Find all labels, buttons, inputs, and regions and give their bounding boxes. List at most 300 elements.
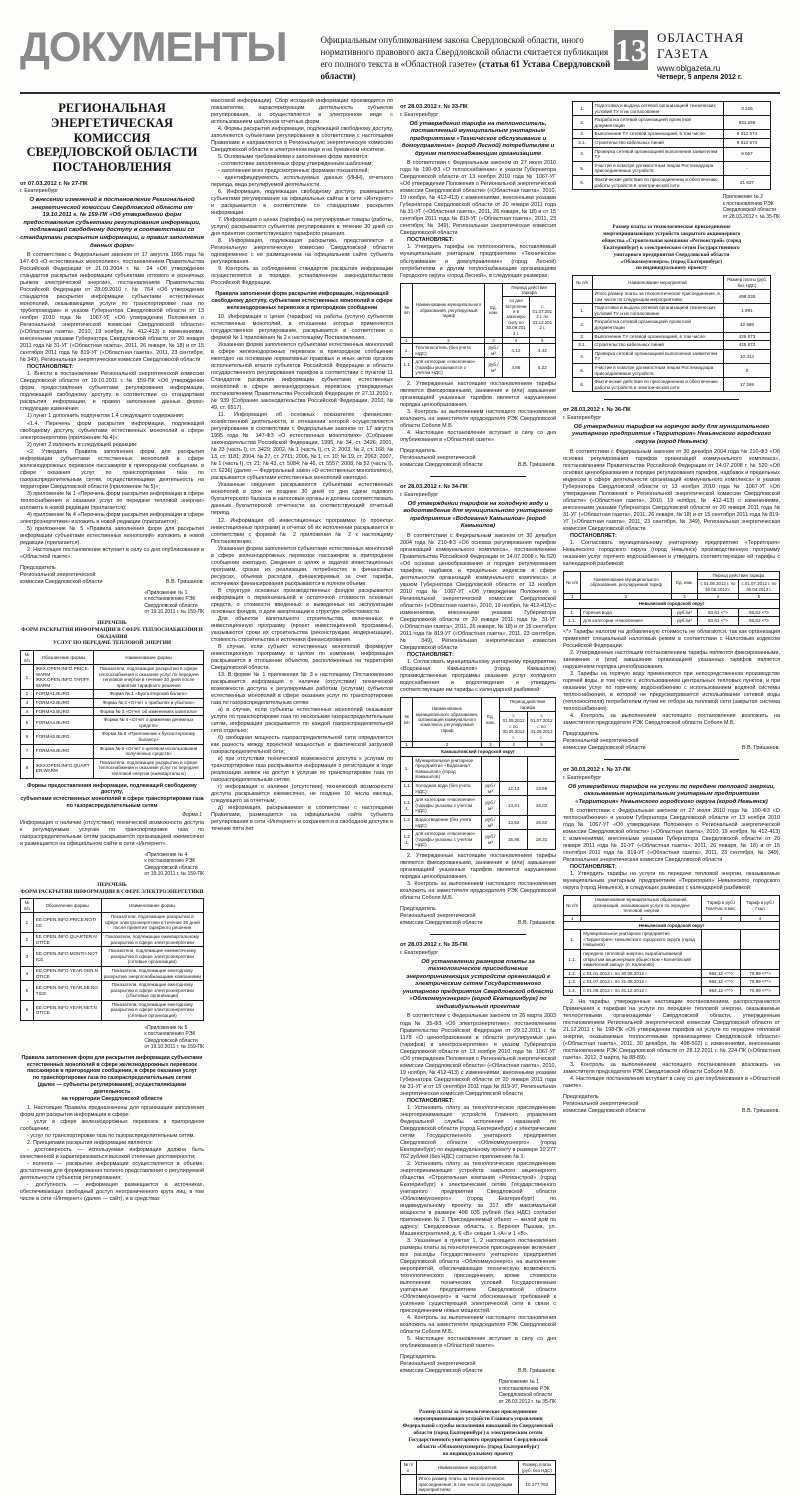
table-cell: 3.1. <box>572 341 592 350</box>
table-cell: 1. <box>401 756 413 781</box>
decree-keyword: ПОСТАНОВЛЯЕТ: <box>407 1097 454 1104</box>
annex-reference <box>144 852 204 878</box>
annex-line: к постановлению РЭК <box>722 200 774 207</box>
table-number-cell: 4 <box>503 337 529 343</box>
table-cell: с 01.09.2012 г. по 31.12.2012 г. <box>581 987 702 996</box>
table-cell: 964,12 <**> <box>702 987 741 996</box>
table-number-cell: 2 <box>581 593 672 599</box>
section-divider <box>604 759 739 760</box>
table-cell: 1 <box>21 665 34 690</box>
heading-line: по транспортировке газа по газораспределительным сетям <box>32 1075 192 1082</box>
heading-line: по газораспределительным сетям <box>66 803 158 810</box>
table-body <box>572 102 771 190</box>
data-table <box>400 697 556 850</box>
body-paragraph: - заполнение всех предусмотренных формами показателей; <box>218 168 369 175</box>
heading-line: УСЛУГ ПО ПЕРЕДАЧЕ ТЕПЛОВОЙ ЭНЕРГИИ <box>53 640 171 647</box>
table-cell: Муниципальное унитарное предприятие «Водоканал Камышлов» (город Камышлов) <box>413 756 481 781</box>
table-group-header: Период действия тарифа <box>503 283 556 297</box>
table-cell: 425 873 <box>723 332 771 341</box>
table-cell: Показатели, подлежащие ежегодному раскрытию в сфере электроэнергетики (сетевые организации) <box>101 1000 204 1020</box>
data-table <box>572 101 772 190</box>
table-head <box>572 276 771 290</box>
table-cell: 68,62 <*> <box>738 617 779 626</box>
table-cell: 425 873 <box>723 341 771 350</box>
table-cell: 6. <box>572 175 592 189</box>
table-cell: Форма № 6 «Отчет о целевом использовании полученных средств» <box>94 744 204 758</box>
body-paragraph: б) свободная мощность газораспределительной сети определяется как разность между проектной мощностью и фактической загрузкой газораспределительной сети; <box>211 734 393 756</box>
table-row <box>564 978 780 987</box>
table-header-row <box>572 276 771 290</box>
resolution-number: от 28.03.2012 г. № 35-ПК <box>400 942 468 949</box>
table-cell: FORMA5.BURG <box>33 730 93 744</box>
signature-line: Председатель <box>400 906 436 913</box>
table-cell: 498 035 <box>723 290 771 304</box>
body-paragraph: в) при отсутствии технической возможности доступа к услугам по транспортировке газа раскрывается информация о регистрации и ходе реализации заявок на доступ к услугам по транспортировке газа по газораспределительным сетям; <box>211 756 393 784</box>
table-cell: 1. <box>572 102 592 116</box>
resolution-number: от 28.03.2012 г. № 36-ПК <box>563 407 631 414</box>
table-header-cell: № п/п <box>564 896 581 915</box>
signature-line: Региональной энергетической <box>400 455 476 462</box>
table-cell: EE.OPEN.INFO.YEAR.NET.NOTICE <box>33 1000 101 1020</box>
table-number-cell: 1 <box>564 915 581 921</box>
body-paragraph: 4. Контроль за выполнением настоящего постановления возложить на заместителя председателя РЭК Свердловской области Соболя М.Б. <box>563 712 780 726</box>
table-row <box>21 744 204 758</box>
annex-line: от 19.10.2011 г. № 159-ПК <box>144 609 204 616</box>
heading-line: унитарного предприятия Свердловской области <box>613 251 730 258</box>
table-cell: EE.OPEN.INFO.YEAR.SB.NOTICE <box>33 981 101 1001</box>
decree-keyword: ПОСТАНОВЛЯЕТ: <box>27 364 74 371</box>
signature-name: В.В. Гришанов. <box>166 578 204 585</box>
table-number-cell: 2 <box>581 915 702 921</box>
signature-block <box>400 448 556 469</box>
annex-reference <box>723 194 780 220</box>
signature-position <box>563 1094 646 1115</box>
table-number-cell: 3 <box>672 593 698 599</box>
table-cell: 4. <box>572 147 592 161</box>
table-row <box>21 981 204 1001</box>
table-row <box>401 796 556 816</box>
resolution-number: от 30.03.2012 г. № 37-ПК <box>563 767 631 774</box>
official-publication-notice <box>321 34 614 83</box>
table-row <box>572 318 771 332</box>
body-paragraph: д) информация, раскрываемая в соответствии с настоящими Правилами, размещается на официальном сайте субъекта регулирования в сети «Интернет» и сохраняется в свободном доступе в течение пяти лет. <box>211 805 393 833</box>
table-row <box>564 600 780 609</box>
body-paragraph: 12. Информация об инвестиционных программах (о проектах инвестиционных программ) и отчетах об их исполнении раскрывается в соответствии с формой № 2 приложения № 2 к настоящему Постановлению. <box>211 517 393 545</box>
table-cell: 1.1. <box>401 358 413 378</box>
signature-line: комиссии Свердловской области <box>563 1107 646 1114</box>
table-cell: Итого размер платы за технологическое присоединение, в том числе по следующим мероприятиям: <box>416 1475 518 1495</box>
table-cell: 1.1.1. <box>401 796 413 816</box>
table-body <box>401 344 556 378</box>
signature-position <box>563 731 646 752</box>
decree-keyword: ПОСТАНОВЛЯЕТ: <box>570 532 617 539</box>
col-1 <box>20 98 204 1202</box>
table-body <box>564 600 780 626</box>
table-header-cell: с 01.05.2012 г. по 30.06.2012 г. <box>697 580 738 594</box>
signature-block <box>563 1094 780 1115</box>
table-cell: 1.1. <box>564 950 581 970</box>
table-header-cell: № п/п <box>21 899 34 913</box>
table-row <box>564 617 780 626</box>
table-cell: 1.3. <box>564 978 581 987</box>
table-cell: 3. <box>572 332 592 341</box>
table-body <box>401 1475 556 1495</box>
headline-line: РЕГИОНАЛЬНАЯ <box>58 101 166 115</box>
table-cell: EE.OPEN.INFO.YEAR.GEN.NOTICE <box>33 966 101 980</box>
resolution-title: Об утверждении тарифа на теплоноситель, поставляемый муниципальным унитарным предприятием «Техническое обслуживание и домоуправление» (город Лесной) потребителям и другим теплоснабжающим организациям <box>401 120 555 157</box>
annex-line: к постановлению РЭК <box>144 1031 196 1038</box>
table-cell: 13,59 <box>528 782 556 796</box>
body-paragraph: 5. Основными требованиями к заполнению форм являются: <box>218 154 369 161</box>
table-cell: 4 <box>21 966 34 980</box>
table-cell: 12,13 <box>500 782 528 796</box>
signature-name: В.В. Гришанов. <box>742 1107 780 1114</box>
table-cell: 70,89 <**> <box>741 978 780 987</box>
body-paragraph: 2. Принципами раскрытия информации являются: <box>27 1139 153 1146</box>
table-row <box>564 987 780 996</box>
section-heading <box>211 291 393 312</box>
table-cell: FORMA3.BURG <box>33 707 93 716</box>
data-table <box>20 650 204 778</box>
table-header-cell: Ед. изм. <box>484 283 503 337</box>
heading-line: энергопринимающих устройств закрытого акционерного <box>602 231 741 237</box>
table-header-cell: Наименование формы <box>101 899 204 913</box>
table-header-cell: № п/п <box>401 1461 417 1475</box>
body-paragraph: Указанные сведения раскрываются субъектами естественных монополий в срок не позднее 30 дней со дня сдачи годового бухгалтерского баланса в налоговые органы и должны соответствовать данным бухгалтерской отчетности за соответствующий отчетный период. <box>211 482 393 517</box>
signature-name: В.В. Гришанов. <box>518 1368 556 1375</box>
table-row <box>21 758 204 778</box>
annex-line: к постановлению РЭК <box>144 858 196 865</box>
table-cell: 63,61 <*> <box>697 608 738 617</box>
signature-line: комиссии Свердловской области <box>400 920 483 927</box>
signature-block <box>400 1354 556 1375</box>
table-row <box>572 332 771 341</box>
annex-line: к постановлению РЭК <box>498 1385 550 1392</box>
table-cell: Форма № 3 «Отчет об изменениях капитала» <box>94 707 204 716</box>
table-cell: Показатели, подлежащие раскрытию в сфере электроэнергетики в течение 30 дней после принятия тарифного решения <box>101 913 204 933</box>
table-cell <box>500 756 528 781</box>
body-paragraph: 5. Настоящее постановление вступает в силу со дня опубликования в «Областной газете». <box>400 1336 556 1350</box>
heading-line: ПЕРЕЧЕНЬ <box>97 881 127 888</box>
table-cell: 68,62 <*> <box>738 608 779 617</box>
table-row <box>572 378 771 392</box>
signature-position <box>400 448 483 469</box>
body-paragraph: «2. Утвердить Правила заполнения форм для раскрытия информации субъектами естественных монополий в сфере железнодорожных перевозок пассажиров в пригородном сообщении, в сфере оказания услуг по транспортировке газа по газораспределительным сетям, осуществляющими деятельность на территории Свердловской области (приложение № 5)»; <box>20 448 204 490</box>
table-header-row <box>21 651 204 665</box>
signature-position <box>400 1354 483 1375</box>
body-paragraph: Указанная форма заполняется субъектами естественных монополий в сфере железнодорожных перевозок пассажиров в пригородном сообщении ежегодно. Сведения о целях и задачах инвестиционных программ, сроках их реализации, потребностях в финансовых ресурсах, объемах расходов, финансируемых за счет тарифа, источниках финансирования раскрываются в полном объеме. <box>211 545 393 587</box>
table-header-cell: Тариф в руб./Гкал <box>741 896 780 915</box>
table-cell: Теплоноситель (без учета НДС) <box>413 344 484 358</box>
resolution-title: Об утверждении тарифов на услуги по передаче тепловой энергии, оказываемые муниципальным унитарным предприятием «Территория» Невьянского городского округа (город Невьянск) <box>567 783 776 805</box>
table-number-cell: 4 <box>500 741 528 747</box>
table-number-cell: 2 <box>413 337 484 343</box>
table-header-cell: Размер платы (руб. без НДС) <box>518 1461 555 1475</box>
body-paragraph: 9. Контроль за соблюдением стандартов раскрытия информации осуществляется в порядке, установленном законодательством Российской Федерации. <box>211 266 393 287</box>
table-cell: 3 226 <box>723 102 771 116</box>
notice-line-1: Официальным опубликованием закона Свердловской области, иного нормативного <box>320 35 584 58</box>
table-header-row <box>401 1461 556 1475</box>
table-cell: Проверка сетевой организацией выполнения заявителем ТУ <box>592 147 723 161</box>
body-paragraph: - соответствие заполняемых форм утвержденным шаблонам; <box>218 161 373 168</box>
body-paragraph: а) в случае, если субъекты естественных монополий оказывают услуги по транспортировке газа по нескольким газораспределительным сетям, информация раскрывается по каждой газораспределительной сети отдельно; <box>211 706 393 734</box>
table-cell: строительство кабельных линий <box>592 138 723 147</box>
table-cell: Проверка сетевой организацией выполнения заявителем ТУ <box>592 349 723 363</box>
table-header-cell: Обозначение формы <box>33 651 93 665</box>
body-paragraph: 6. Информация, подлежащая свободному доступу, размещается субъектами регулирования на официальных сайтах в сети «Интернет» и раскрывается в соответствии со стандартами раскрытия информации. <box>211 189 393 217</box>
table-row <box>21 716 204 730</box>
table-cell: Муниципальное унитарное предприятие «Территория» Невьянского городского округа (город Невьянск) <box>581 930 702 950</box>
body-paragraph: 4. Контроль за выполнением настоящего постановления возложить на заместителя председателя РЭК Свердловской области Соболя М.Б. <box>400 1315 556 1336</box>
table-cell: 2 <box>21 932 34 946</box>
table-cell <box>702 950 741 970</box>
body-paragraph: Информация о наличии (отсутствии) технической возможности доступа к регулируемым услугам по транспортировке газа по газораспределительным сетям раскрывается организацией ежемесячно и размещается на официальном сайте в сети «Интернет». <box>20 819 204 847</box>
table-cell: 70,89 <**> <box>741 987 780 996</box>
table-cell: Показатели, подлежащие ежеквартальному раскрытию в сфере электроэнергетики <box>101 932 204 946</box>
signature-line: Председатель <box>400 1354 436 1361</box>
section-heading <box>20 783 204 811</box>
table-head <box>401 283 556 344</box>
body-paragraph: 10. Информация о ценах (тарифах) на работы (услуги) субъектов естественных монополий, в отношении которых применяется государственное регулирование, раскрывается в соответствии с формой № 1 приложения № 2 к настоящему Постановлению. <box>211 314 393 342</box>
table-number-cell: 5 <box>738 593 779 599</box>
table-row <box>401 344 556 358</box>
data-table <box>572 275 772 392</box>
body-paragraph: - услуг в сфере железнодорожных перевозок в пригородном сообщении; <box>20 1118 204 1132</box>
table-header-cell: Ед. изм. <box>672 571 698 593</box>
section-heading <box>563 224 780 272</box>
body-paragraph: 3. Тарифы на горячую воду применяются при непосредственном производстве горячей воды, в том числе с использованием центральных тепловых пунктов, и при оказании услуг по горячему водоснабжению с использованием водяной системы теплоснабжения, в которой не предусматривается использование сетевой воды (теплоносителя) потребителем путем ее отбора из тепловой сети (закрытая система теплоснабжения). <box>563 670 780 712</box>
body-paragraph: «1.4. Перечень форм раскрытия информации, подлежащей свободному доступу, субъектами естественных монополий в сфере электроэнергетики (приложение № 4)»; <box>20 420 204 441</box>
signature-name: В.В. Гришанов. <box>518 462 556 469</box>
table-cell: Участие в осмотре должностным лицом Ростехнадзора присоединяемых устройств <box>592 161 723 175</box>
table-cell: руб./м³ <box>481 796 500 816</box>
signature-line: комиссии Свердловской области <box>400 462 483 469</box>
heading-line: (далее — субъекты регулирования), осуществляющими деятельность <box>37 1082 187 1096</box>
table-cell: 5 <box>21 716 34 730</box>
body-paragraph: В соответствии с Федеральным законом от 17 августа 1995 года № 147-ФЗ «О естественных монополиях», постановлением Правительства Российской Федерации от 21.01.2004 г. № 24 «Об утверждении стандартов раскрытия информации субъектами оптового и розничных рынков электрической энергии», постановлением Правительства Российской Федерации от 28.09.2010 г. № 764 «Об утверждении стандартов раскрытия информации субъектами естественных монополий, оказывающими услуги по транспортировке газа по трубопроводам» и указом Губернатора Свердловской области от 13 ноября 2010 года № 1067-УГ «Об утверждении Положения о Региональной энергетической комиссии Свердловской области» («Областная газета», 2010, 19 ноября, № 412-413) с изменениями, внесенными указами Губернатора Свердловской области от 20 января 2011 года № 31-УГ («Областная газета», 2011, 26 января, № 18) и от 15 сентября 2011 года № 819-УГ («Областная газета», 2011, 23 сентября, № 349), Региональная энергетическая комиссия Свердловской области <box>20 252 204 364</box>
body-paragraph: В соответствии с Федеральным законом от 27 июля 2010 года № 190-ФЗ «О теплоснабжении» и указом Губернатора Свердловской области от 13 ноября 2010 года № 1067-УГ «Об утверждении Положения о Региональной энергетической комиссии Свердловской области» («Областная газета», 2010, 19 ноября, № 412-413) с изменениями, внесенными указами Губернатора Свердловской области от 20 января 2011 года № 31-УГ («Областная газета», 2011, 26 января, № 18) и от 15 сентября 2011 года № 819-УГ («Областная газета», 2011, 23 сентября, № 349), Региональная энергетическая комиссия Свердловской области <box>400 160 556 237</box>
section-divider <box>430 476 527 477</box>
table-body <box>21 913 204 1021</box>
table-row <box>572 161 771 175</box>
table-cell <box>741 930 780 950</box>
table-cell: руб./м³ <box>481 830 500 850</box>
signature-line: комиссии Свердловской области <box>20 578 103 585</box>
decree-keyword: ПОСТАНОВЛЯЕТ: <box>407 237 454 244</box>
table-header-cell: Наименование муниципального образования, регулируемый тариф <box>581 571 672 593</box>
table-cell: 931 258 <box>723 116 771 130</box>
table-row <box>564 950 780 970</box>
table-number-cell: 4 <box>741 915 780 921</box>
annex-line: от 28.03.2012 г. № 35-ПК <box>498 1398 556 1405</box>
signature-line: Региональной энергетической <box>563 738 639 745</box>
heading-line: Правила заполнения форм раскрытия информации, подлежащей <box>215 291 389 298</box>
heading-line: Правила заполнения форм для раскрытия информации субъектами <box>21 1054 203 1061</box>
body-paragraph: 1. Согласовать муниципальному унитарному предприятию «Водоканал Камышлов» (город Камышлов) производственные программы оказания услуг холодного водоснабжения и водоотведения и утвердить соответствующие им тарифы с календарной разбивкой: <box>400 659 556 694</box>
table-cell: 5. <box>572 161 592 175</box>
table-cell: 18,31 <box>528 830 556 850</box>
table-cell: ЖКХ.OPEN.INFO.QUARTER.WARM <box>33 758 93 778</box>
body-paragraph: 1. Утвердить тарифы на услуги по передаче тепловой энергии, оказываемые муниципальным унитарным предприятием «Территория» Невьянского городского округа (город Невьянск), в следующих размерах с календарной разбивкой: <box>563 871 780 892</box>
table-cell: 9 312 574 <box>723 138 771 147</box>
body-paragraph: В структуре основных производственных фондов раскрывается информация о первоначальной и остаточной стоимости основных средств, о стоимости введенных и выведенных из эксплуатации основных фондов, о доле амортизации в структуре себестоимости. <box>211 587 393 615</box>
heading-line: общества «Строительная компания «Регионстрой» (город <box>601 237 742 244</box>
table-cell: Разработка сетевой организацией проектной документации <box>592 116 723 130</box>
table-row <box>572 138 771 147</box>
table-cell: Показатели, подлежащие ежемесячному раскрытию в сфере электроэнергетики (сетевые организации) <box>101 947 204 967</box>
body-paragraph: 1. Настоящие Правила предназначены для организации заполнения форм для раскрытия информации в сфере: <box>20 1104 204 1118</box>
heading-line: ФОРМ РАСКРЫТИЯ ИНФОРМАЦИИ В СФЕРЕ ТЕПЛОСНАБЖЕНИЯ И ОКАЗАНИЯ <box>21 626 203 640</box>
signature-name: В.В. Гришанов. <box>518 920 556 927</box>
table-cell: Подготовка и выдача сетевой организацией технических условий ТУ и их согласование <box>592 102 723 116</box>
heading-line: Государственного унитарного предприятия Свердловской <box>408 1436 548 1443</box>
annex-line: от 28.03.2012 г. № 35-ПК <box>722 213 780 220</box>
table-cell: Показатели, подлежащие ежегодному раскрытию энергоснабжающими компаниями <box>101 966 204 980</box>
table-cell: 16,02 <box>528 796 556 816</box>
resolution-city: г. Екатеринбург <box>563 414 602 421</box>
table-cell <box>702 930 741 950</box>
table-cell: 2. <box>572 116 592 130</box>
table-cell: 1.1. <box>401 782 413 796</box>
data-table <box>563 571 780 626</box>
table-cell: Водоотведение (без учета НДС) <box>413 815 481 829</box>
body-paragraph: 1. Утвердить тарифы на теплоноситель, поставляемый муниципальным унитарным предприятием «Техническое обслуживание и домоуправление» (город Лесной) потребителям и другим теплоснабжающим организациям Городского округа «город Лесной», в следующих размерах: <box>400 244 556 279</box>
table-cell: Горячая вода <box>581 608 672 617</box>
heading-line: области (город Екатеринбург) к электрическим сетям <box>413 1429 543 1436</box>
signature-line: Региональной энергетической <box>20 571 96 578</box>
section-heading <box>400 1409 556 1457</box>
table-cell: руб./м³ <box>481 815 500 829</box>
table-header-cell: Обозначение формы <box>33 899 101 913</box>
table-row <box>564 921 780 930</box>
table-row <box>401 815 556 829</box>
table-cell: 4,42 <box>529 344 555 358</box>
table-row <box>401 1475 556 1495</box>
table-cell: 0 <box>723 363 771 377</box>
annex-line: Свердловской области <box>144 864 198 871</box>
table-cell: EE.OPEN.INFO.MONTH.NOTICE <box>33 947 101 967</box>
body-paragraph: 1. Внести в постановление Региональной энергетической комиссии Свердловской области от 19.10.2011 г. № 159-ПК «Об утверждении форм предоставления субъектами регулирования информации, подлежащей свободному доступу в соответствии со стандартами раскрытия информации, и правил заполнения данных форм» следующие изменения: <box>20 371 204 413</box>
body-paragraph: - полнота — раскрытие информации осуществляется в объеме, достаточном для формирования полного представления о регулируемой деятельности субъектов регулирования; <box>20 1160 204 1181</box>
gazette-block <box>657 30 780 81</box>
table-cell: 1.2. <box>564 969 581 978</box>
data-table <box>20 898 204 1020</box>
table-cell: 5,22 <box>529 358 555 378</box>
gazette-name: ОБЛАСТНАЯ ГАЗЕТА <box>657 30 745 61</box>
heading-line: субъектами естественных монополий в сфере транспортировки газа <box>20 796 204 803</box>
table-cell: Форма № 5 «Приложение к бухгалтерскому балансу» <box>94 730 204 744</box>
table-cell: 14,31 <box>500 796 528 816</box>
table-cell: 1 991 <box>723 304 771 318</box>
table-cell: 3 <box>21 699 34 708</box>
table-cell: Участие в осмотре должностным лицом Ростехнадзора присоединяемых устройств <box>592 363 723 377</box>
table-header-cell: № п/п <box>21 651 34 665</box>
table-cell: Показатели, подлежащие раскрытию в сфере теплоснабжения и оказания услуг по передаче тепловой энергии (ежеквартально) <box>94 758 204 778</box>
table-cell: 5. <box>572 363 592 377</box>
headline-line: ЭНЕРГЕТИЧЕСКАЯ КОМИССИЯ <box>50 115 174 145</box>
table-number-cell: 3 <box>484 337 503 343</box>
table-cell: EE.OPEN.INFO.QUARTER.NOTICE <box>33 932 101 946</box>
body-paragraph: 2) пункт 2 изложить в следующей редакции: <box>27 441 138 448</box>
table-cell: 1. <box>572 304 592 318</box>
body-paragraph: Указанная форма заполняется субъектами естественных монополий в сфере железнодорожных перевозок в пригородном сообщении ежегодно на основании нормативных правовых и иных актов органов исполнительной власти субъектов Российской Федерации в области государственного регулирования тарифов в соответствии с пунктом 11 Стандартов раскрытия информации субъектами естественных монополий в сфере железнодорожных перевозок, утвержденных постановлением Правительства Российской Федерации от 27.11.2010 г. № 939 (Собрание законодательства Российской Федерации, 2010, № 49, ст. 6517). <box>211 342 393 412</box>
table-cell <box>401 1475 417 1495</box>
table-row <box>21 699 204 708</box>
signature-block <box>20 565 204 586</box>
table-cell: 6 <box>21 730 34 744</box>
table-header-cell: № п/п <box>401 698 413 742</box>
table-cell: 1. <box>564 608 581 617</box>
table-cell: Итого размер платы за технологическое присоединение, в том числе по следующим мероприятиям: <box>592 290 723 304</box>
table-header-cell: со дня вступления в законную силу по 30.06.2012 г. <box>503 297 529 338</box>
table-header-cell: Размер платы (руб. без НДС) <box>723 276 771 290</box>
table-cell: руб./м³ <box>481 782 500 796</box>
body-paragraph: 3. Контроль за выполнением настоящего постановления возложить на заместителя председателя РЭК Свердловской области Соболя М.Б. <box>563 1061 780 1075</box>
heading-line: по индивидуальному проекту <box>442 1450 514 1457</box>
heading-line: Размер платы за технологическое присоединение <box>418 1409 538 1416</box>
table-cell: 1. <box>401 344 413 358</box>
table-head <box>564 571 780 599</box>
signature-line: Председатель <box>400 448 436 455</box>
table-cell: EE.OPEN.INFO.PRICE.NOTICE <box>33 913 101 933</box>
table-cell: руб./м³ <box>672 608 698 617</box>
table-cell: 70,89 <**> <box>741 969 780 978</box>
resolution-city: г. Екатеринбург <box>563 774 602 781</box>
body-paragraph: 2. На тарифы, утвержденные настоящим постановлением, распространяются Примечания к тарифам на услуги по передаче тепловой энергии, оказываемые теплосетевыми организациями Свердловской области, утвержденным постановлением Региональной энергетической комиссии Свердловской области от 21.12.2011 г. № 198-ПК «Об утверждении тарифов на услуги по передаче тепловой энергии, оказываемые теплосетевыми организациями Свердловской области» («Областная газета», 2011, 30 декабря, № 498-502) с изменениями, внесенными постановлением РЭК Свердловской области от 28.12.2011 г. № 224-ПК («Областная газета», 2012, 3 марта, № 88-89). <box>563 998 780 1061</box>
notice-charter-ref: (статья 61 Устава Свердловской области) <box>320 59 611 82</box>
table-row <box>572 363 771 377</box>
table-group-header: Период действия тарифа <box>697 571 779 579</box>
table-header-cell: № п/п <box>572 276 592 290</box>
table-cell: 4,86 <box>503 358 529 378</box>
table-cell: для категории «Население» (тарифы указаны с учетом НДС) <box>413 830 481 850</box>
data-table <box>400 1460 556 1495</box>
heading-line: естественных монополий в сфере железнодорожных перевозок <box>26 1061 198 1068</box>
table-row <box>21 1000 204 1020</box>
annex-line: Приложение № 1 <box>498 1379 539 1386</box>
signature-line: комиссии Свердловской области <box>563 745 646 752</box>
table-cell: 964,12 <**> <box>702 978 741 987</box>
table-cell: Форма № 1 «Бухгалтерский баланс» <box>94 690 204 699</box>
table-head <box>401 698 556 748</box>
table-cell: FORMA1.BURG <box>33 690 93 699</box>
table-cell: 5 <box>21 981 34 1001</box>
table-body <box>572 290 771 392</box>
body-paragraph: 2. Установить плату за технологическое присоединение энергопринимающих устройств закрытого акционерного общества «Строительная компания «Регионстрой» (город Екатеринбург) к электрическим сетям Государственного унитарного предприятия Свердловской области «Облкоммунэнерго» (город Екатеринбург) по индивидуальному проекту за 317 кВт максимальной мощности в размере 498 035 рублей (без НДС) согласно приложению № 2. Присоединяемый объект — жилой дом по адресу: Свердловская область, г. Верхняя Пышма, ул. Машиностроителей, д. 6 «Б» секции 1 «А» и 1 «В». <box>400 1160 556 1237</box>
table-cell: 4. <box>572 349 592 363</box>
table-header-cell: Тариф в руб./Гкал/час в мес. <box>702 896 741 915</box>
resolution-number: от 07.03.2012 г. № 27-ПК <box>20 180 88 187</box>
body-paragraph: 4. Формы раскрытия информации, подлежащей свободному доступу, заполняются субъектами регулирования в соответствии с настоящими Правилами и направляются в Региональную энергетическую комиссию Свердловской области в электронном виде и на бумажном носителе. <box>211 126 393 154</box>
section-heading <box>20 1055 204 1103</box>
table-header-row <box>564 896 780 915</box>
body-paragraph: - доступность — информация размещается в источниках, обеспечивающих свободный доступ неограниченного круга лиц, в том числе в сети «Интернет» (далее — сайт), и в средствах <box>20 1181 204 1202</box>
table-cell: 9 312 574 <box>723 130 771 139</box>
table-cell: 3. <box>572 130 592 139</box>
body-paragraph: 3) приложение № 1 «Перечень форм раскрытия информации в сфере теплоснабжения и оказания услуг по передаче тепловой энергии» изложить в новой редакции (прилагается); <box>20 490 204 511</box>
annex-line: Свердловской области <box>144 1037 198 1044</box>
table-header-cell: Наименование формы <box>94 651 204 665</box>
annex-line: «Приложение № 1 <box>144 589 188 596</box>
table-number-cell: 1 <box>401 741 413 747</box>
table-number-cell: 2 <box>413 741 481 747</box>
resolution-city: г. Екатеринбург <box>400 491 439 498</box>
body-paragraph: 11. Информация об основных показателях финансово-хозяйственной деятельности, в отношении которой осуществляется регулирование в соответствии с Федеральным законом от 17 августа 1995 года № 147-ФЗ «О естественных монополиях» (Собрание законодательства Российской Федерации, 1995, № 34, ст. 3426; 2001, № 33 (часть I), ст. 3429; 2002, № 1 (часть I), ст. 2; 2003, № 2, ст. 168; № 13, ст. 1181; 2004, № 27, ст. 2711; 2006, № 1, ст. 10; № 19, ст. 2063; 2007, № 1 (часть I), ст. 21; № 43, ст. 5084; № 46, ст. 5557; 2008, № 52 (часть I), ст. 6236) (далее — Федеральный закон «О естественных монополиях»), раскрывается субъектами естественных монополий ежегодно. <box>211 412 393 482</box>
signature-line: Председатель <box>563 1093 599 1100</box>
signature-line: Региональной энергетической <box>400 913 476 920</box>
table-row <box>21 913 204 933</box>
table-cell: 4 <box>21 707 34 716</box>
